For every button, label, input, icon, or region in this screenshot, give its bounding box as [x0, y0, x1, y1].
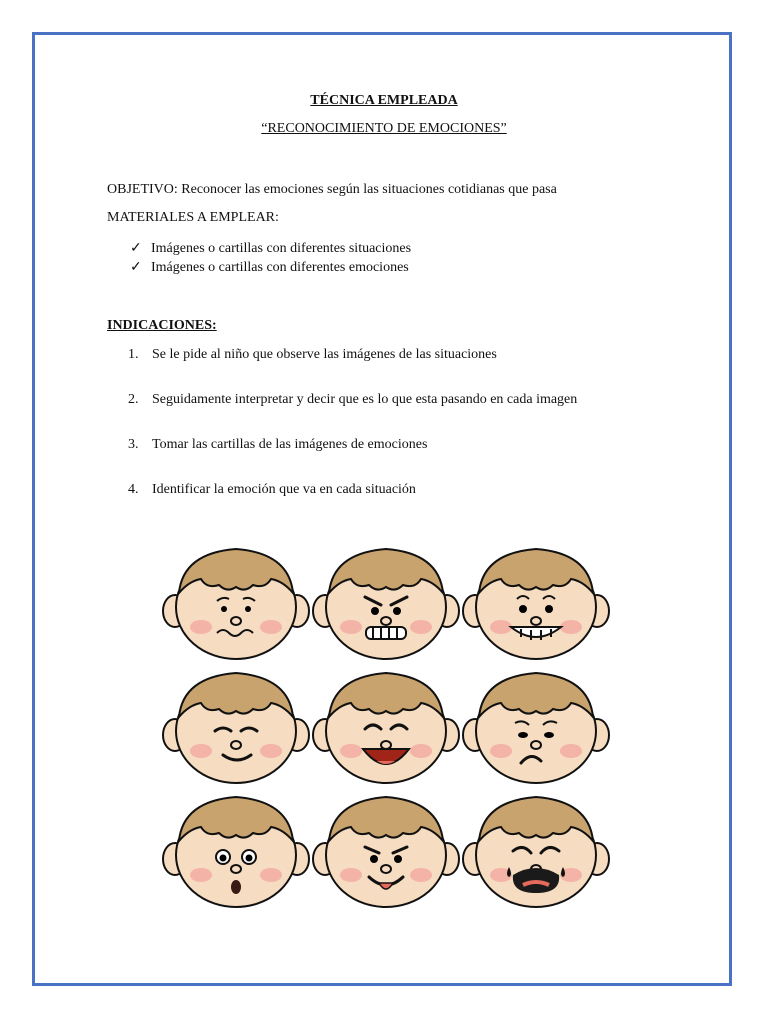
indications-heading: INDICACIONES: — [107, 318, 217, 333]
document-title: TÉCNICA EMPLEADA — [310, 93, 458, 108]
materials-list — [130, 240, 411, 278]
laughing-face-icon — [311, 665, 461, 789]
document-subtitle: “RECONOCIMIENTO DE EMOCIONES” — [261, 121, 507, 136]
step-number: 4. — [128, 482, 139, 497]
list-item — [128, 392, 577, 437]
objective-text: OBJETIVO: Reconocer las emociones según las situaciones cotidianas que pasa — [107, 182, 557, 197]
list-item — [130, 259, 411, 278]
worried-face-icon — [161, 541, 311, 665]
angry-face-icon — [311, 541, 461, 665]
content-face-icon — [161, 665, 311, 789]
step-text: Identificar la emoción que va en cada situación — [152, 482, 416, 497]
step-text: Seguidamente interpretar y decir que es lo que esta pasando en cada imagen — [152, 392, 578, 407]
surprised-face-icon — [161, 789, 311, 913]
check-icon: ✓ — [130, 241, 142, 256]
list-item — [128, 347, 577, 392]
step-number: 3. — [128, 437, 139, 452]
nervous-grin-face-icon — [461, 541, 611, 665]
step-number: 2. — [128, 392, 139, 407]
mischievous-face-icon — [311, 789, 461, 913]
list-item — [130, 240, 411, 259]
materials-heading: MATERIALES A EMPLEAR: — [107, 210, 279, 225]
list-item — [128, 482, 577, 527]
step-text: Tomar las cartillas de las imágenes de emociones — [152, 437, 428, 452]
check-icon: ✓ — [130, 260, 142, 275]
step-number: 1. — [128, 347, 139, 362]
crying-face-icon — [461, 789, 611, 913]
material-text: Imágenes o cartillas con diferentes situaciones — [151, 241, 412, 256]
sad-face-icon — [461, 665, 611, 789]
steps-list — [128, 347, 577, 527]
step-text: Se le pide al niño que observe las imágenes de las situaciones — [152, 347, 497, 362]
emotion-faces-image — [161, 541, 611, 913]
material-text: Imágenes o cartillas con diferentes emociones — [151, 260, 409, 275]
list-item — [128, 437, 577, 482]
